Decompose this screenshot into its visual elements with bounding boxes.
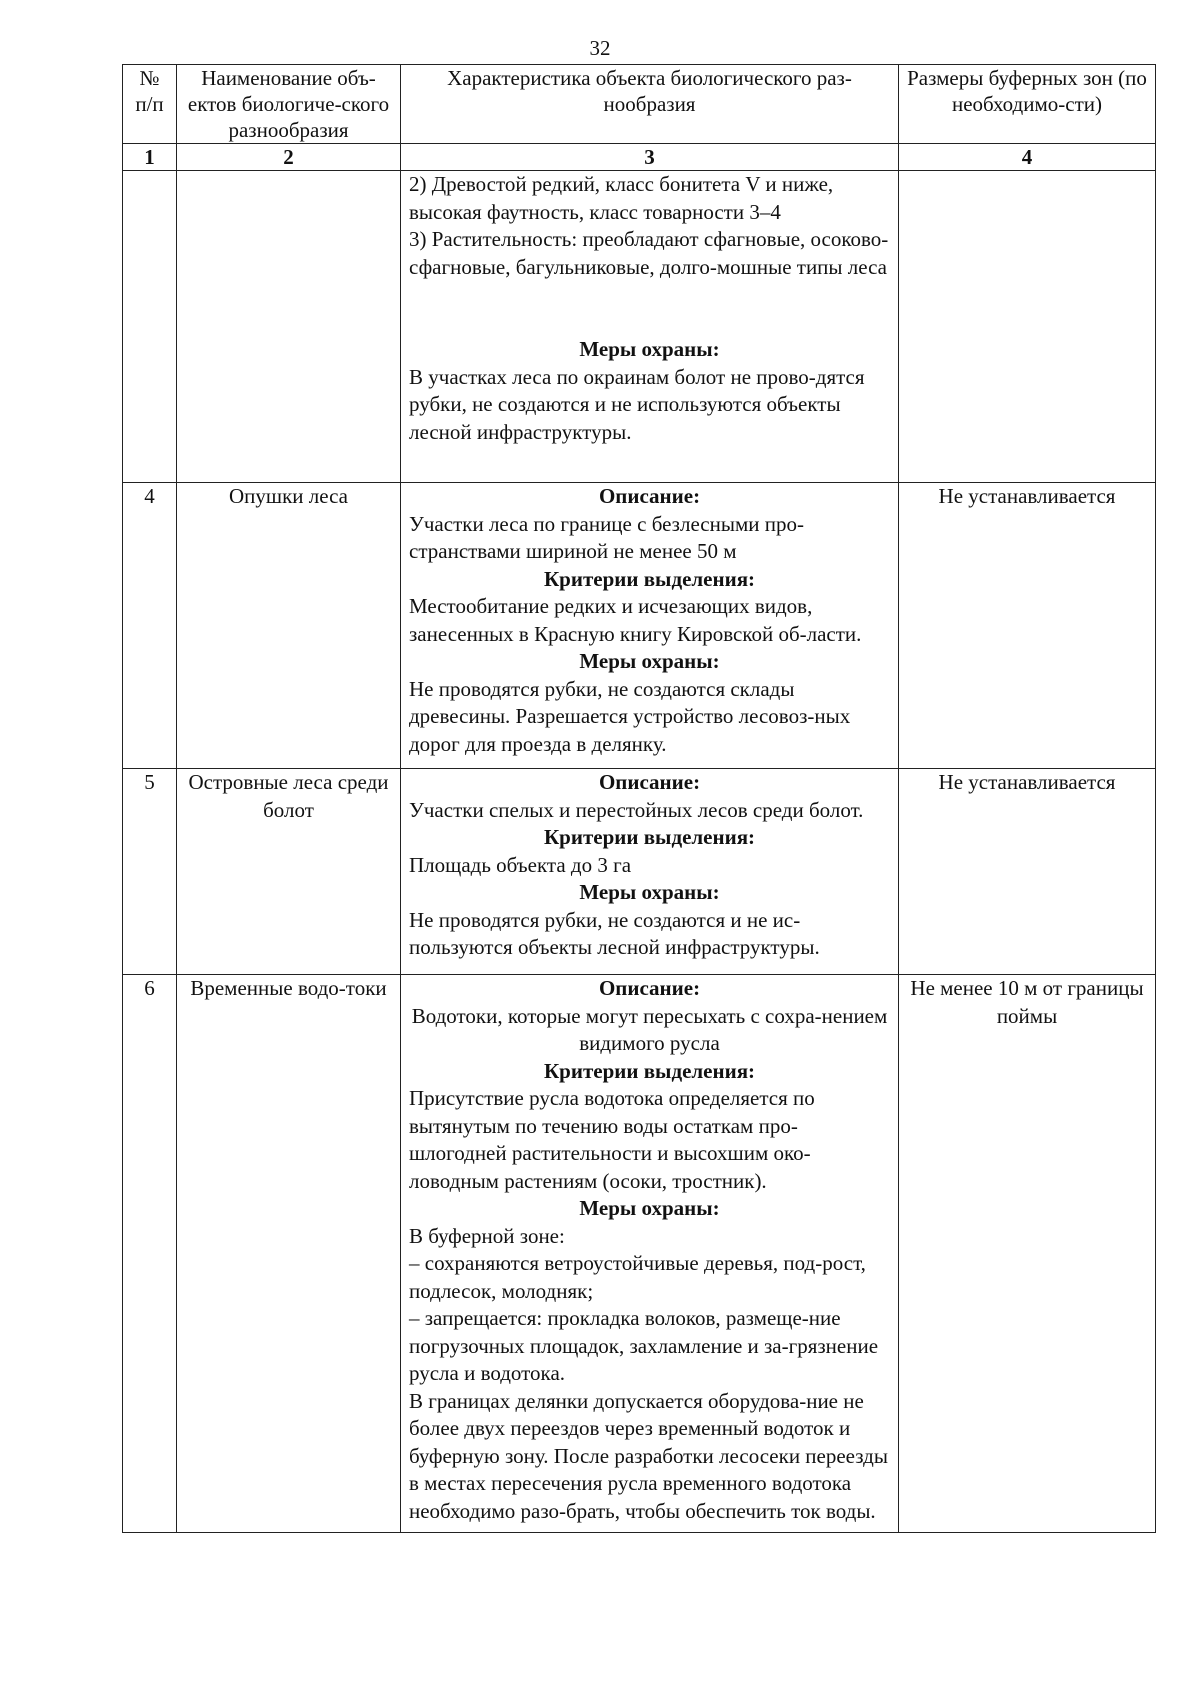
measures-list-item: – сохраняются ветроустойчивые деревья, под-рост, подлесок, молодняк; [409, 1251, 866, 1303]
measures-title: Меры охраны: [579, 649, 720, 673]
description-title: Описание: [598, 976, 701, 1000]
header-number: № п/п [123, 65, 177, 144]
row-buffer-zone: Не менее 10 м от границы поймы [899, 975, 1156, 1533]
criteria-text: Местообитание редких и исчезающих видов, занесенных в Красную книгу Кировской об-ласти. [409, 594, 862, 646]
criteria-title: Критерии выделения: [543, 566, 756, 591]
row-number: 6 [123, 975, 177, 1533]
row-characteristics [401, 171, 899, 483]
row-buffer-zone: Не устанавливается [899, 483, 1156, 769]
column-number-row [123, 144, 1156, 171]
row-number: 4 [123, 483, 177, 769]
row-object-name: Островные леса среди болот [177, 769, 401, 975]
characteristic-text: 2) Древостой редкий, класс бонитета V и ниже, высокая фаутность, класс товарности 3–4 [409, 172, 834, 224]
criteria-text: Площадь объекта до 3 га [409, 852, 632, 877]
row-buffer-zone: Не устанавливается [899, 769, 1156, 975]
header-row [123, 65, 1156, 144]
measures-title: Меры охраны: [579, 880, 720, 904]
description-text: Участки леса по границе с безлесными про-странствами шириной не менее 50 м [409, 511, 804, 563]
row-object-name [177, 171, 401, 483]
blank-space [409, 281, 890, 336]
description-title: Описание: [598, 770, 701, 794]
characteristic-text: 3) Растительность: преобладают сфагновые, осоково-сфагновые, багульниковые, долго-мошные типы леса [409, 227, 889, 279]
measures-title: Меры охраны: [579, 337, 720, 361]
row-characteristics [401, 769, 899, 975]
header-object-name: Наименование объ-ектов биологиче-ского разнообразия [177, 65, 401, 144]
page-number: 32 [589, 36, 611, 60]
table-row [123, 483, 1156, 769]
table-row [123, 975, 1156, 1533]
measures-list-item: – запрещается: прокладка волоков, размеще-ние погрузочных площадок, захламление и за-грязнение русла и водотока. [409, 1306, 879, 1385]
column-number: 4 [899, 144, 1156, 171]
measures-intro: В буферной зоне: [409, 1223, 565, 1248]
measures-text: В участках леса по окраинам болот не прово-дятся рубки, не создаются и не используются объекты лесной инфраструктуры. [409, 364, 865, 444]
measures-text: В границах делянки допускается оборудова-ние не более двух переездов через временный водоток и буферную зону. После разработки лесосеки переезды в местах пересечения русла временного водотока необходимо разо-брать, чтобы обеспечить ток воды. [409, 1388, 888, 1523]
column-number: 2 [177, 144, 401, 171]
criteria-title: Критерии выделения: [543, 825, 756, 849]
biodiversity-table [122, 64, 1156, 1533]
column-number: 1 [123, 144, 177, 171]
description-title: Описание: [598, 484, 701, 508]
description-text: Водотоки, которые могут пересыхать с сохра-нением видимого русла [411, 1003, 888, 1055]
description-text: Участки спелых и перестойных лесов среди болот. [409, 797, 864, 822]
measures-text: Не проводятся рубки, не создаются и не ис-пользуются объекты лесной инфраструктуры. [409, 907, 820, 959]
measures-text: Не проводятся рубки, не создаются склады древесины. Разрешается устройство лесовоз-ных дорог для проезда в делянку. [409, 676, 851, 756]
table-row [123, 769, 1156, 975]
row-characteristics [401, 483, 899, 769]
row-number [123, 171, 177, 483]
row-object-name: Временные водо-токи [177, 975, 401, 1533]
criteria-text: Присутствие русла водотока определяется по вытянутым по течению воды остаткам про-шлогодней растительности и высохшим око-ловодным растениям (осоки, тростник). [409, 1086, 815, 1193]
column-number: 3 [401, 144, 899, 171]
row-buffer-zone [899, 171, 1156, 483]
header-buffer-zone: Размеры буферных зон (по необходимо-сти) [899, 65, 1156, 144]
table-row [123, 171, 1156, 483]
row-number: 5 [123, 769, 177, 975]
row-object-name: Опушки леса [177, 483, 401, 769]
criteria-title: Критерии выделения: [543, 1058, 756, 1083]
header-characteristics: Характеристика объекта биологического раз-нообразия [401, 65, 899, 144]
row-characteristics [401, 975, 899, 1533]
measures-title: Меры охраны: [579, 1196, 720, 1220]
